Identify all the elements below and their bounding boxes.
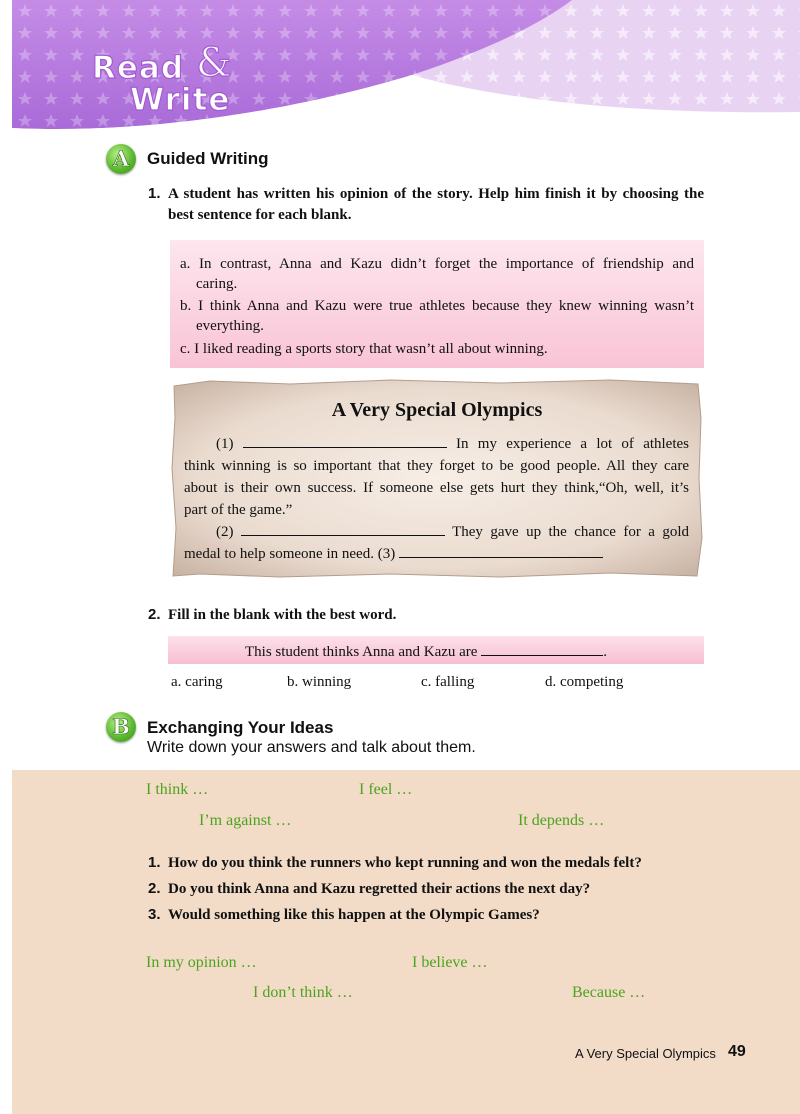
section-a-title: Guided Writing [147,149,269,168]
option-a-line1: a. In contrast, Anna and Kazu didn’t forget the importance of friendship and [180,256,694,272]
phrase-i-dont-think: I don’t think … [253,984,353,1001]
q2-sentence-text: This student thinks Anna and Kazu are [245,644,478,660]
phrase-it-depends: It depends … [518,812,605,829]
passage-p1-line1 [184,433,689,455]
phrase-because: Because … [572,984,646,1001]
b-q1-number: 1. [148,854,161,871]
phrase-i-think: I think … [146,781,209,798]
passage-p2-line2-text: medal to help someone in need. (3) [184,546,396,562]
passage-p1-after: In my experience a lot of athletes [456,436,690,452]
passage-p2-line2 [184,543,689,565]
phrase-in-my-opinion: In my opinion … [146,954,257,971]
header-banner [12,0,800,140]
option-a [180,254,694,294]
section-b-subtitle: Write down your answers and talk about them. [147,739,476,756]
blank-1-label: (1) [216,436,234,452]
footer-title: A Very Special Olympics [575,1046,716,1061]
q2-sentence-end: . [603,644,607,660]
q2-sentence [245,641,607,661]
option-b-line1: b. I think Anna and Kazu were true athletes because they knew winning wasn’t [180,298,694,314]
section-a-badge: A [106,144,136,174]
logo-write: Write [130,82,231,118]
q1-number: 1. [148,185,161,202]
section-b-badge: B [106,712,136,742]
q2-choice-d[interactable]: d. competing [545,674,624,690]
option-c: c. I liked reading a sports story that wasn’t all about winning. [180,341,548,357]
passage-scroll [170,378,704,580]
q1-text-line1: A student has written his opinion of the story. Help him finish it by choosing the [168,186,704,202]
passage-p1-line4: part of the game.” [184,502,293,518]
options-box [170,240,704,368]
passage-p1-line3: about is their own success. If someone else gets hurt they think,“Oh, well, it’s [184,480,689,496]
passage-p2-after: They gave up the chance for a gold [452,524,689,540]
phrase-im-against: I’m against … [199,812,292,829]
b-q1-text: How do you think the runners who kept running and won the medals felt? [168,855,642,871]
b-q3-number: 3. [148,906,161,923]
phrase-i-believe: I believe … [412,954,488,971]
b-q2-text: Do you think Anna and Kazu regretted their actions the next day? [168,881,591,897]
q2-choice-a[interactable]: a. caring [171,674,223,690]
q2-number: 2. [148,606,161,623]
b-q3-text: Would something like this happen at the Olympic Games? [168,907,540,923]
blank-2-label: (2) [216,524,234,540]
answer-blank-3[interactable] [399,543,603,558]
q2-answer-blank[interactable] [481,641,603,656]
discussion-panel [12,770,800,1114]
passage-p2-line1 [184,521,689,543]
passage-title: A Very Special Olympics [331,399,543,421]
section-b-title: Exchanging Your Ideas [147,718,334,737]
page-number: 49 [728,1043,746,1060]
q2-choice-c[interactable]: c. falling [421,674,475,690]
q2-sentence-bar [168,636,704,664]
b-q2-number: 2. [148,880,161,897]
logo-ampersand: & [196,40,233,86]
answer-blank-1[interactable] [243,433,447,448]
q2-text: Fill in the blank with the best word. [168,607,397,623]
q2-choice-b[interactable]: b. winning [287,674,352,690]
logo-read: Read [92,50,185,86]
passage-paragraph-1 [184,433,689,565]
answer-blank-2[interactable] [241,521,445,536]
option-b-line2: everything. [196,318,264,334]
option-a-line2: caring. [196,276,238,292]
passage-p1-line2: think winning is so important that they forget to be good people. All they care [184,458,689,474]
q1-text-line2: best sentence for each blank. [168,207,352,223]
option-b [180,296,694,336]
phrase-i-feel: I feel … [359,781,413,798]
